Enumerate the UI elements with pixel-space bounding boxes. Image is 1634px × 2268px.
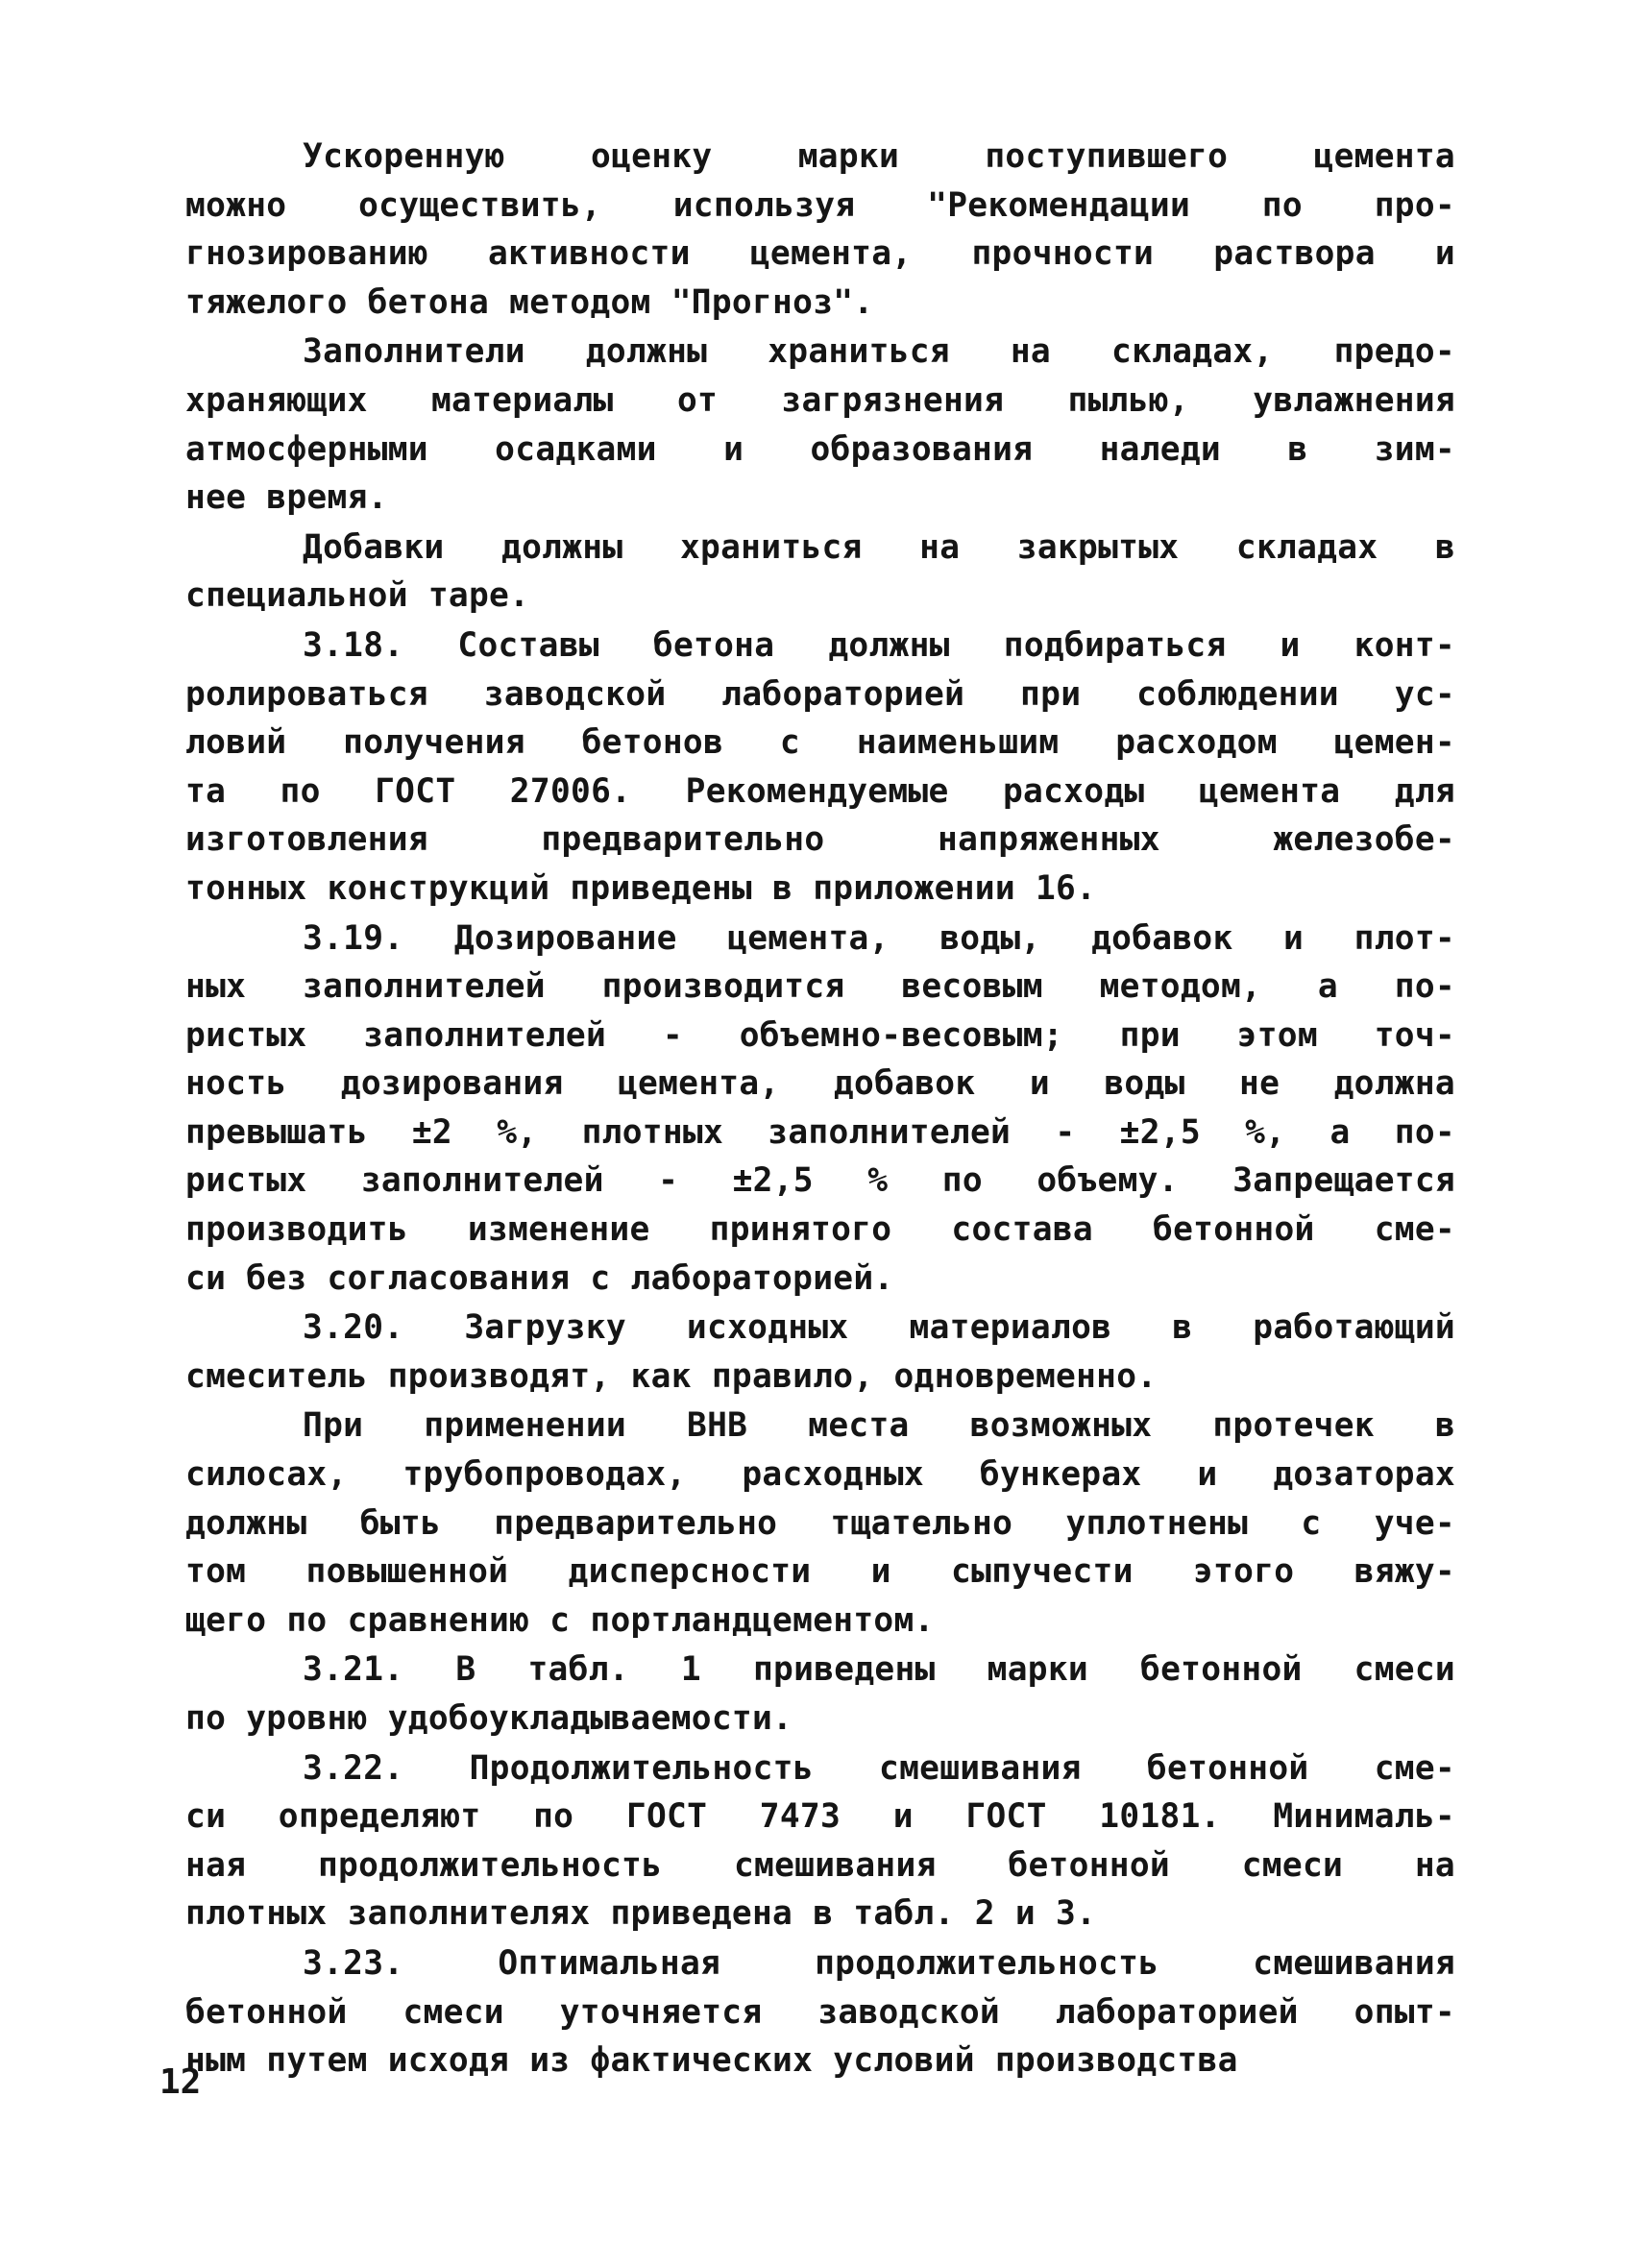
paragraph: [185, 1646, 1455, 1743]
text-line: превышать ±2 %, плотных заполнителей - ±2,5 %, а по-: [185, 1112, 1455, 1152]
text-line: 3.20. Загрузку исходных материалов в работающий: [303, 1308, 1455, 1348]
text-line: ная продолжительность смешивания бетонной смеси на: [185, 1845, 1455, 1885]
text-line: бетонной смеси уточняется заводской лабораторией опыт-: [185, 1992, 1455, 2032]
paragraph: [185, 1402, 1455, 1645]
text-line: си определяют по ГОСТ 7473 и ГОСТ 10181. Минималь-: [185, 1797, 1455, 1837]
text-line: 3.19. Дозирование цемента, воды, добавок и плот-: [303, 918, 1455, 958]
text-line: 3.23. Оптимальная продолжительность смешивания: [303, 1943, 1455, 1983]
paragraph: [185, 524, 1455, 621]
text-line: ность дозирования цемента, добавок и воды не должна: [185, 1064, 1455, 1104]
text-line: 3.22. Продолжительность смешивания бетонной сме-: [303, 1748, 1455, 1788]
text-line: нее время.: [185, 478, 388, 518]
paragraph: [185, 1744, 1455, 1939]
text-line: Ускоренную оценку марки поступившего цемента: [303, 137, 1455, 176]
text-line: силосах, трубопроводах, расходных бункерах и дозаторах: [185, 1455, 1455, 1495]
text-line: Добавки должны храниться на закрытых складах в: [303, 527, 1455, 567]
text-line: та по ГОСТ 27006. Рекомендуемые расходы цемента для: [185, 771, 1455, 811]
text-line: атмосферными осадками и образования наледи в зим-: [185, 429, 1455, 469]
text-line: си без согласования с лабораторией.: [185, 1258, 894, 1298]
text-line: должны быть предварительно тщательно уплотнены с уче-: [185, 1503, 1455, 1543]
text-line: При применении ВНВ места возможных протечек в: [303, 1406, 1455, 1446]
paragraph: [185, 1939, 1455, 2085]
text-line: изготовления предварительно напряженных железобе-: [185, 820, 1455, 860]
text-line: ристых заполнителей - объемно-весовым; при этом точ-: [185, 1015, 1455, 1055]
text-line: по уровню удобоукладываемости.: [185, 1699, 793, 1738]
body-text: [185, 133, 1455, 2086]
text-line: ролироваться заводской лабораторией при соблюдении ус-: [185, 674, 1455, 714]
text-line: ных заполнителей производится весовым методом, а по-: [185, 967, 1455, 1007]
text-line: 3.18. Составы бетона должны подбираться и конт-: [303, 625, 1455, 665]
text-line: щего по сравнению с портландцементом.: [185, 1600, 935, 1640]
text-line: можно осуществить, используя "Рекомендации по про-: [185, 185, 1455, 225]
text-line: плотных заполнителях приведена в табл. 2 и 3.: [185, 1894, 1097, 1934]
text-line: ловий получения бетонов с наименьшим расходом цемен-: [185, 723, 1455, 763]
text-line: гнозированию активности цемента, прочности раствора и: [185, 234, 1455, 274]
paragraph: [185, 133, 1455, 327]
text-line: тяжелого бетона методом "Прогноз".: [185, 282, 874, 322]
text-line: том повышенной дисперсности и сыпучести этого вяжу-: [185, 1552, 1455, 1592]
paragraph: [185, 915, 1455, 1304]
text-line: ным путем исходя из фактических условий производства: [185, 2041, 1238, 2081]
text-line: смеситель производят, как правило, одновременно.: [185, 1356, 1158, 1396]
text-line: ристых заполнителей - ±2,5 % по объему. Запрещается: [185, 1161, 1455, 1201]
page-number: 12: [159, 2062, 202, 2102]
paragraph: [185, 622, 1455, 914]
text-line: 3.21. В табл. 1 приведены марки бетонной смеси: [303, 1650, 1455, 1690]
text-line: тонных конструкций приведены в приложении 16.: [185, 868, 1097, 908]
text-line: храняющих материалы от загрязнения пылью, увлажнения: [185, 380, 1455, 420]
text-line: специальной таре.: [185, 576, 530, 616]
text-line: Заполнители должны храниться на складах, предо-: [303, 332, 1455, 372]
text-line: производить изменение принятого состава бетонной сме-: [185, 1210, 1455, 1250]
paragraph: [185, 328, 1455, 522]
paragraph: [185, 1304, 1455, 1401]
